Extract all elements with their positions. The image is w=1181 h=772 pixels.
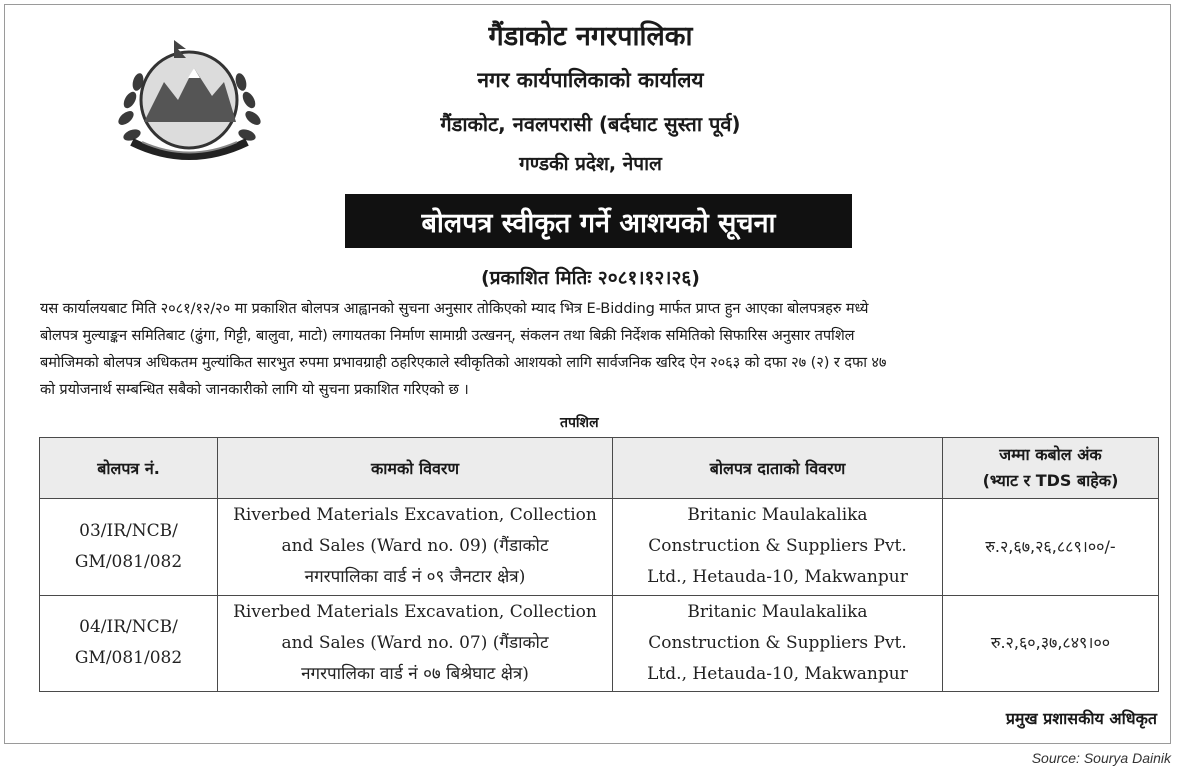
cell-bid-no: [40, 499, 218, 596]
body-line: बमोजिमको बोलपत्र अधिकतम मुल्यांकित सारभुत रुपमा प्रभावग्राही ठहरिएकाले स्वीकृतिको आशयको लागि सार्वजनिक खरिद ऐन २०६३ को दफा २७ (२) र दफा ४७: [40, 354, 887, 371]
cell-total-amount: [943, 595, 1159, 692]
body-line: यस कार्यालयबाट मिति २०८१/१२/२० मा प्रकाशित बोलपत्र आह्वानको सुचना अनुसार तोकिएको म्याद भित्र E-Bidding मार्फत प्राप्त हुन आएका बोलपत्रहरु मध्ये: [40, 300, 869, 317]
bid-no-line: GM/081/082: [74, 648, 183, 669]
published-date: (प्रकाशित मितिः २०८१।१२।२६): [481, 267, 700, 289]
bidder-line: Ltd., Hetauda-10, Makwanpur: [647, 663, 908, 684]
work-line: and Sales (Ward no. 07) (गैंडाकोट: [281, 632, 549, 653]
province-country: गण्डकी प्रदेश, नेपाल: [519, 153, 662, 175]
work-line: Riverbed Materials Excavation, Collection: [233, 505, 597, 526]
cell-total-amount: [943, 499, 1159, 596]
table-row: [40, 499, 1159, 596]
table-caption: तपशिल: [560, 415, 599, 431]
amount-value: रु.२,६७,२६,८८९।००/-: [985, 536, 1116, 556]
bid-no-line: 04/IR/NCB/: [79, 617, 178, 638]
body-line: बोलपत्र मुल्याङ्कन समितिबाट (ढुंगा, गिट्टी, बालुवा, माटो) लगायतका निर्माण सामाग्री उत्खनन्, संकलन तथा बिक्री निर्देशक समितिको सिफारिस अनुसार तपशिल: [40, 327, 855, 344]
work-line: Riverbed Materials Excavation, Collection: [233, 601, 597, 622]
work-line: and Sales (Ward no. 09) (गैंडाकोट: [281, 536, 549, 557]
bidder-line: Britanic Maulakalika: [687, 505, 868, 526]
col-total-amount: [943, 438, 1159, 499]
bidder-line: Britanic Maulakalika: [687, 601, 868, 622]
col-bidder-details: बोलपत्र दाताको विवरण: [613, 438, 943, 499]
work-line: नगरपालिका वार्ड नं ०९ जैनटार क्षेत्र): [304, 567, 526, 588]
source-credit: Source: Sourya Dainik: [1031, 750, 1171, 766]
tender-table: [39, 437, 1159, 692]
bid-no-line: GM/081/082: [74, 551, 183, 572]
table-row: [40, 595, 1159, 692]
col-work-description: कामको विवरण: [218, 438, 613, 499]
col-bid-no: बोलपत्र नं.: [40, 438, 218, 499]
cell-work-description: [218, 499, 613, 596]
cell-work-description: [218, 595, 613, 692]
office-address: गैंडाकोट, नवलपरासी (बर्दघाट सुस्ता पूर्व): [440, 112, 741, 136]
bidder-line: Ltd., Hetauda-10, Makwanpur: [647, 567, 908, 588]
cell-bidder-details: [613, 499, 943, 596]
cell-bid-no: [40, 595, 218, 692]
table-header-row: [40, 438, 1159, 499]
notice-title: बोलपत्र स्वीकृत गर्ने आशयको सूचना: [345, 194, 852, 248]
bid-no-line: 03/IR/NCB/: [79, 520, 178, 541]
col-total-amount-line2: (भ्याट र TDS बाहेक): [982, 471, 1119, 490]
bidder-line: Construction & Suppliers Pvt.: [648, 632, 907, 653]
signatory-title: प्रमुख प्रशासकीय अधिकृत: [1005, 709, 1157, 728]
cell-bidder-details: [613, 595, 943, 692]
amount-value: रु.२,६०,३७,८४९।००: [990, 633, 1111, 653]
municipality-name: गैंडाकोट नगरपालिका: [488, 21, 693, 52]
bidder-line: Construction & Suppliers Pvt.: [648, 536, 907, 557]
work-line: नगरपालिका वार्ड नं ०७ बिश्रेघाट क्षेत्र): [301, 663, 529, 684]
body-line: को प्रयोजनार्थ सम्बन्धित सबैको जानकारीको लागि यो सुचना प्रकाशित गरिएको छ ।: [40, 381, 469, 398]
office-name: नगर कार्यपालिकाको कार्यालय: [477, 68, 704, 92]
col-total-amount-line1: जम्मा कबोल अंक: [999, 445, 1102, 464]
